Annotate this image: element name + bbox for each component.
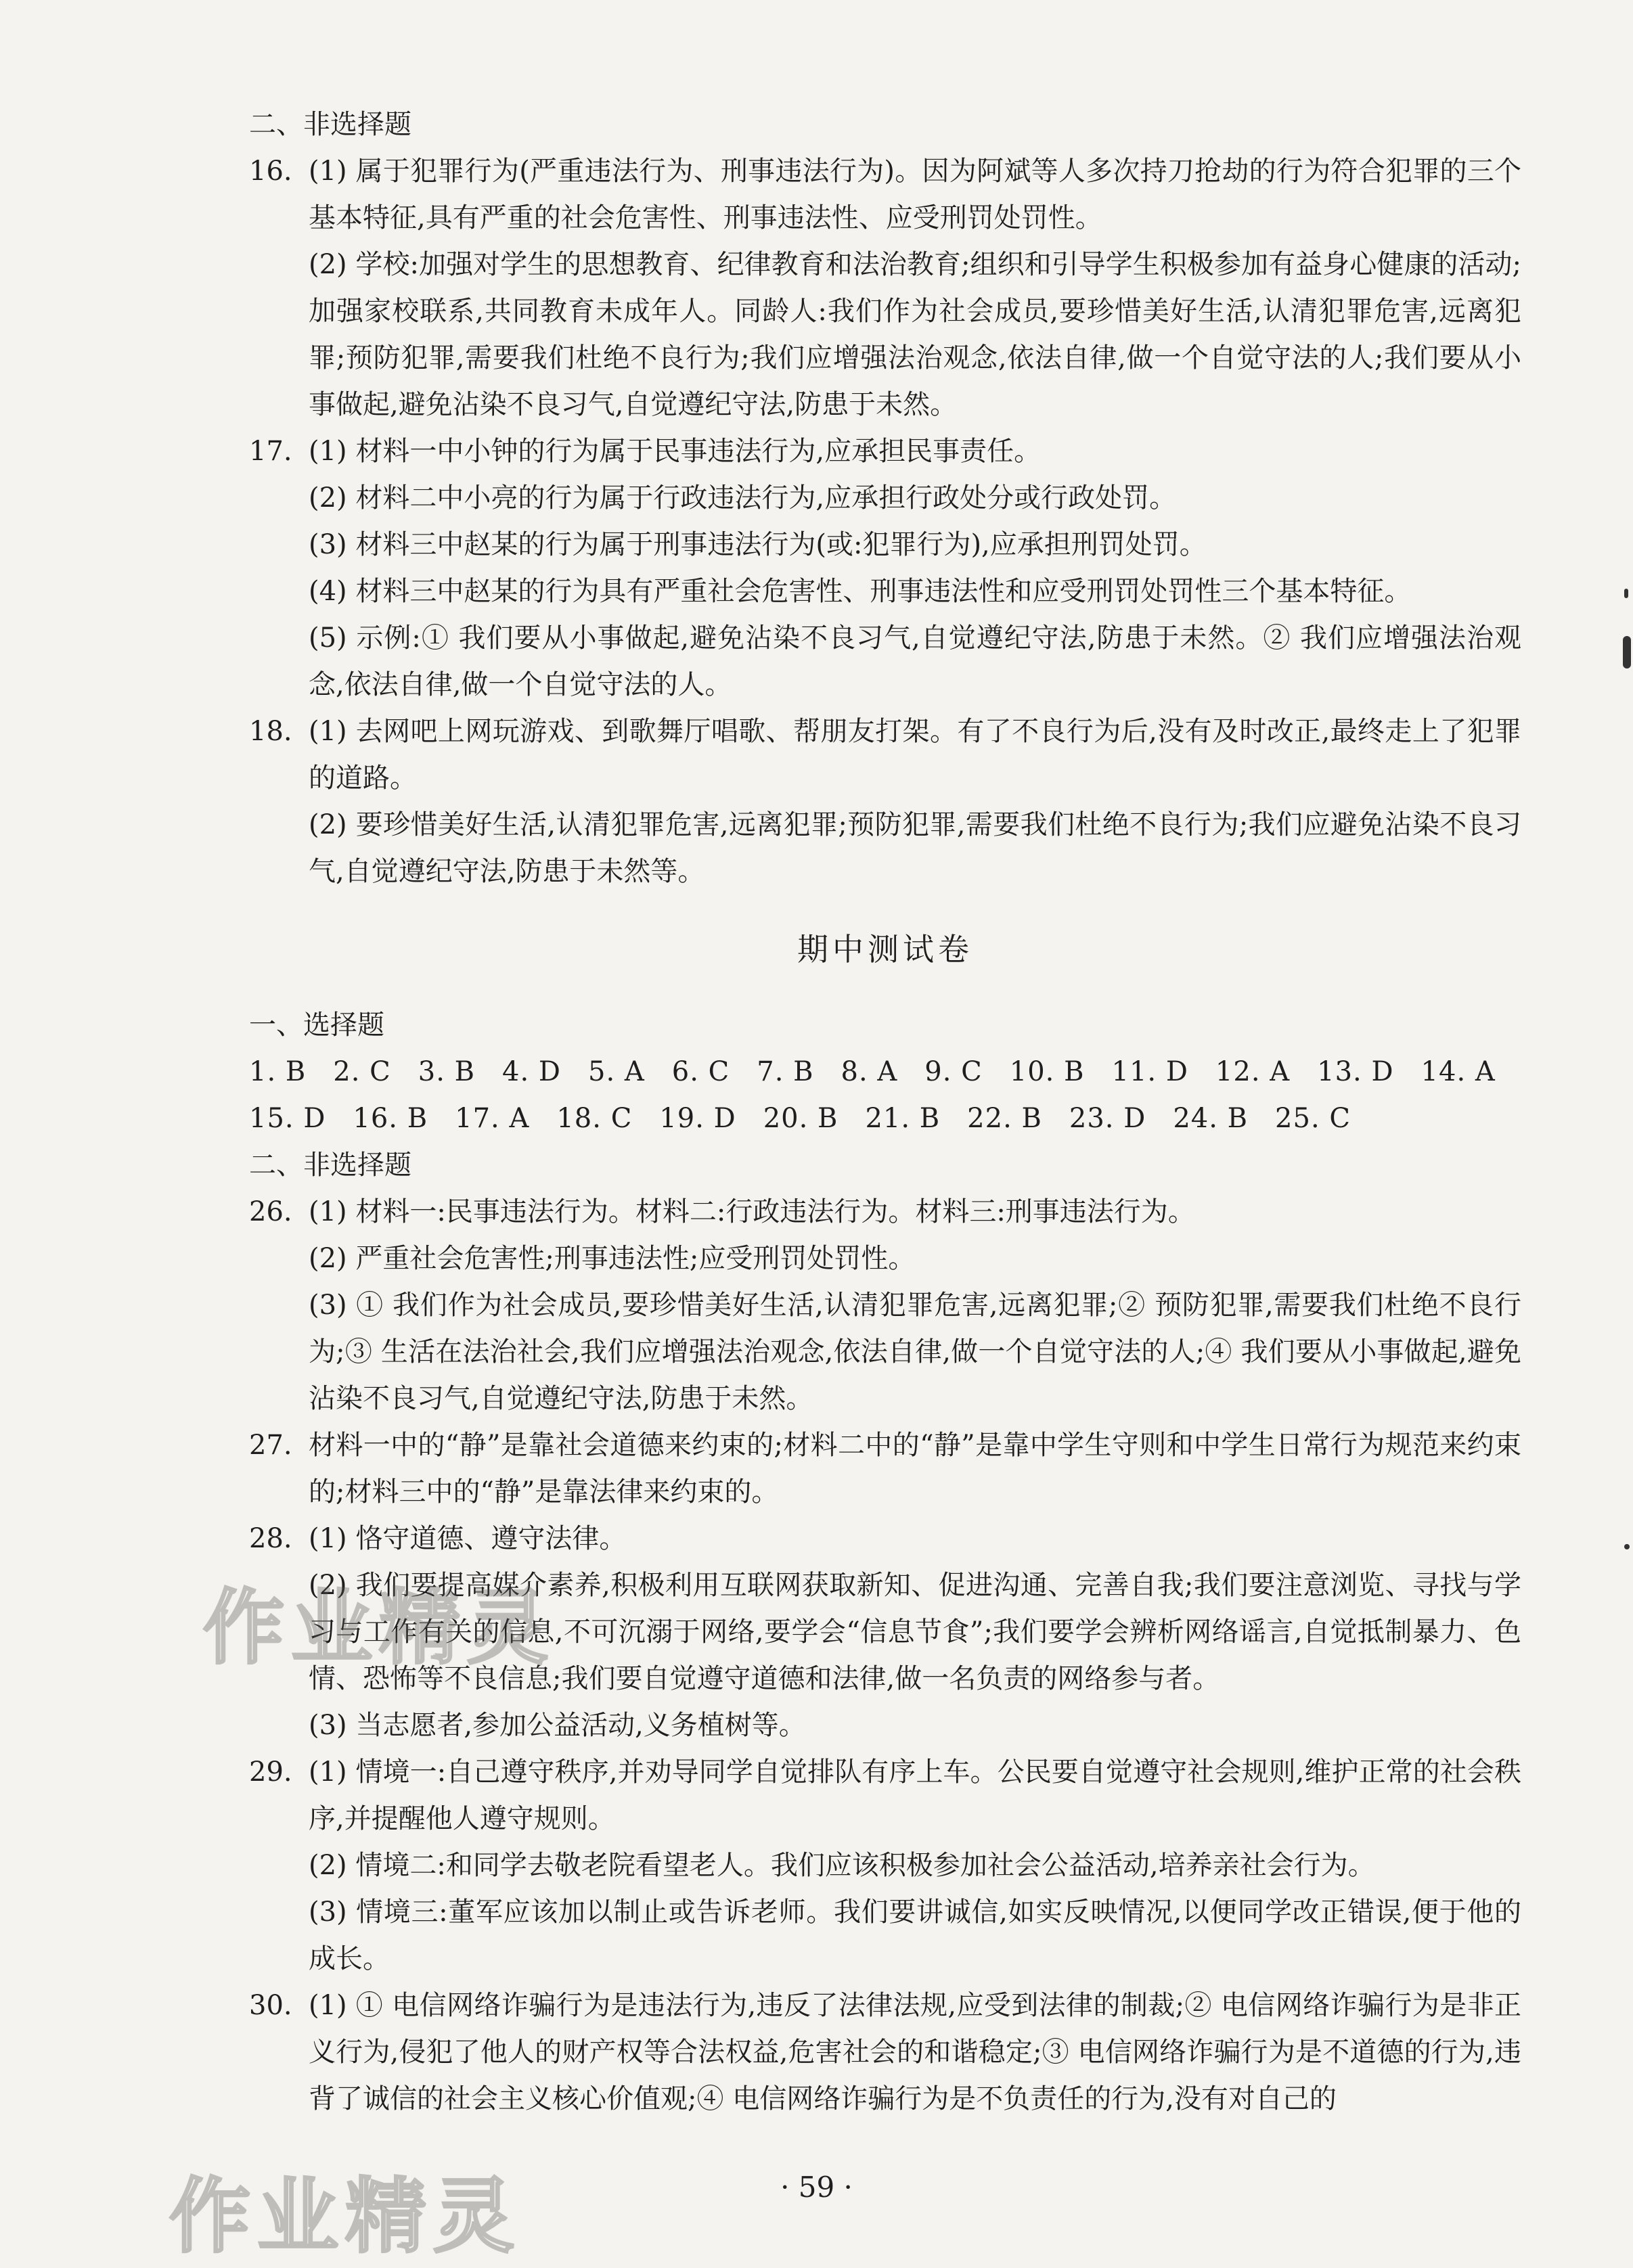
section-heading: 二、非选择题 [249,109,411,140]
answer-paragraph: 材料一中的“静”是靠社会道德来约束的;材料二中的“静”是靠中学生守则和中学生日常行为规范来约束的;材料三中的“静”是靠法律来约束的。 [309,1430,1521,1507]
question-number: 18. [249,716,292,747]
section-heading: 二、非选择题 [249,1150,411,1181]
question-30 [249,1982,1521,2123]
question-number: 16. [249,156,292,187]
answer-paragraph: (2) 我们要提高媒介素养,积极利用互联网获取新知、促进沟通、完善自我;我们要注意浏览、寻找与学习与工作有关的信息,不可沉溺于网络,要学会“信息节食”;我们要学会辨析网络谣言,自觉抵制暴力、色情、恐怖等不良信息;我们要自觉遵守道德和法律,做一名负责的网络参与者。 [309,1570,1521,1694]
question-26 [249,1189,1521,1422]
answer-paragraph: (2) 材料二中小亮的行为属于行政违法行为,应承担行政处分或行政处罚。 [309,482,1177,514]
question-16 [249,148,1521,428]
choice-answer: 4. D [502,1056,561,1087]
question-17 [249,428,1521,708]
choice-answer: 17. A [455,1103,530,1134]
choice-answer: 10. B [1009,1056,1085,1087]
answer-paragraph: (3) 情境三:董军应该加以制止或告诉老师。我们要讲诚信,如实反映情况,以便同学改正错误,便于他的成长。 [309,1897,1521,1974]
page-number: · 59 · [780,2171,853,2204]
choice-answer: 6. C [671,1056,730,1087]
choice-answer: 7. B [757,1056,814,1087]
answer-paragraph: (2) 严重社会危害性;刑事违法性;应受刑罚处罚性。 [309,1243,916,1274]
choice-answer: 24. B [1173,1103,1249,1134]
watermark-logo: 作业精灵 [169,2170,521,2264]
answer-paragraph: (3) 当志愿者,参加公益活动,义务植树等。 [309,1710,806,1741]
choice-answer: 23. D [1069,1103,1146,1134]
choice-answer: 11. D [1111,1056,1188,1087]
answer-content [249,101,1521,2123]
answer-paragraph: (1) 材料一:民事违法行为。材料二:行政违法行为。材料三:刑事违法行为。 [309,1196,1195,1227]
answer-paragraph: (1) 材料一中小钟的行为属于民事违法行为,应承担民事责任。 [309,436,1042,467]
choice-answer: 14. A [1421,1056,1496,1087]
question-number: 27. [249,1430,292,1461]
choice-answer: 2. C [333,1056,391,1087]
answer-paragraph: (1) 恪守道德、遵守法律。 [309,1523,627,1554]
choice-answer: 12. A [1215,1056,1291,1087]
answer-paragraph: (1) 情境一:自己遵守秩序,并劝导同学自觉排队有序上车。公民要自觉遵守社会规则,维护正常的社会秩序,并提醒他人遵守规则。 [309,1756,1521,1834]
answer-paragraph: (2) 要珍惜美好生活,认清犯罪危害,远离犯罪;预防犯罪,需要我们杜绝不良行为;我们应避免沾染不良习气,自觉遵纪守法,防患于未然等。 [309,809,1521,887]
watermark-logo: 作业精灵 [203,1581,555,1675]
choice-answer: 19. D [659,1103,736,1134]
question-18 [249,708,1521,895]
answer-paragraph: (4) 材料三中赵某的行为具有严重社会危害性、刑事违法性和应受刑罚处罚性三个基本特征。 [309,576,1412,607]
answer-paragraph: (3) 材料三中赵某的行为属于刑事违法行为(或:犯罪行为),应承担刑罚处罚。 [309,529,1207,560]
scan-edge-mark [1624,1544,1630,1549]
question-number: 30. [249,1990,292,2021]
choice-answer: 21. B [865,1103,941,1134]
question-number: 17. [249,436,292,467]
choice-answer: 16. B [353,1103,428,1134]
question-number: 28. [249,1523,292,1554]
choice-answer: 8. A [841,1056,898,1087]
answer-paragraph: (2) 情境二:和同学去敬老院看望老人。我们应该积极参加社会公益活动,培养亲社会行为。 [309,1850,1375,1881]
choice-answer: 20. B [763,1103,838,1134]
question-number: 26. [249,1196,292,1227]
question-29 [249,1749,1521,1982]
choice-answer: 18. C [556,1103,633,1134]
midterm-title: 期中测试卷 [797,931,973,968]
question-27 [249,1422,1521,1516]
scan-edge-mark [1624,589,1628,598]
answer-paragraph: (3) ① 我们作为社会成员,要珍惜美好生活,认清犯罪危害,远离犯罪;② 预防犯罪,需要我们杜绝不良行为;③ 生活在法治社会,我们应增强法治观念,依法自律,做一个自觉守法的人;④ 我们要从小事做起,避免沾染不良习气,自觉遵纪守法,防患于未然。 [309,1290,1521,1414]
scan-edge-mark [1623,636,1631,668]
question-number: 29. [249,1756,292,1788]
choice-answer: 15. D [249,1103,326,1134]
answer-paragraph: (1) 去网吧上网玩游戏、到歌舞厅唱歌、帮朋友打架。有了不良行为后,没有及时改正,最终走上了犯罪的道路。 [309,716,1521,794]
answer-paragraph: (5) 示例:① 我们要从小事做起,避免沾染不良习气,自觉遵纪守法,防患于未然。② 我们应增强法治观念,依法自律,做一个自觉守法的人。 [309,622,1521,700]
answer-paragraph: (1) 属于犯罪行为(严重违法行为、刑事违法行为)。因为阿斌等人多次持刀抢劫的行为符合犯罪的三个基本特征,具有严重的社会危害性、刑事违法性、应受刑罚处罚性。 [309,156,1521,233]
choice-answer: 5. A [588,1056,645,1087]
choice-answers-row [249,1095,1521,1142]
choice-answer: 25. C [1275,1103,1351,1134]
choice-answer: 9. C [924,1056,983,1087]
answer-paragraph: (1) ① 电信网络诈骗行为是违法行为,违反了法律法规,应受到法律的制裁;② 电信网络诈骗行为是非正义行为,侵犯了他人的财产权等合法权益,危害社会的和谐稳定;③ 电信网络诈骗行为是不道德的行为,违背了诚信的社会主义核心价值观;④ 电信网络诈骗行为是不负责任的行为,没有对自己的 [309,1990,1521,2114]
choice-answer: 13. D [1317,1056,1394,1087]
answer-paragraph: (2) 学校:加强对学生的思想教育、纪律教育和法治教育;组织和引导学生积极参加有益身心健康的活动;加强家校联系,共同教育未成年人。同龄人:我们作为社会成员,要珍惜美好生活,认清犯罪危害,远离犯罪;预防犯罪,需要我们杜绝不良行为;我们应增强法治观念,依法自律,做一个自觉守法的人;我们要从小事做起,避免沾染不良习气,自觉遵纪守法,防患于未然。 [309,249,1521,420]
choice-answer: 22. B [967,1103,1042,1134]
choice-answers-row [249,1049,1521,1095]
section-heading: 一、选择题 [249,1010,384,1041]
choice-answer: 1. B [249,1056,307,1087]
choice-answer: 3. B [418,1056,476,1087]
